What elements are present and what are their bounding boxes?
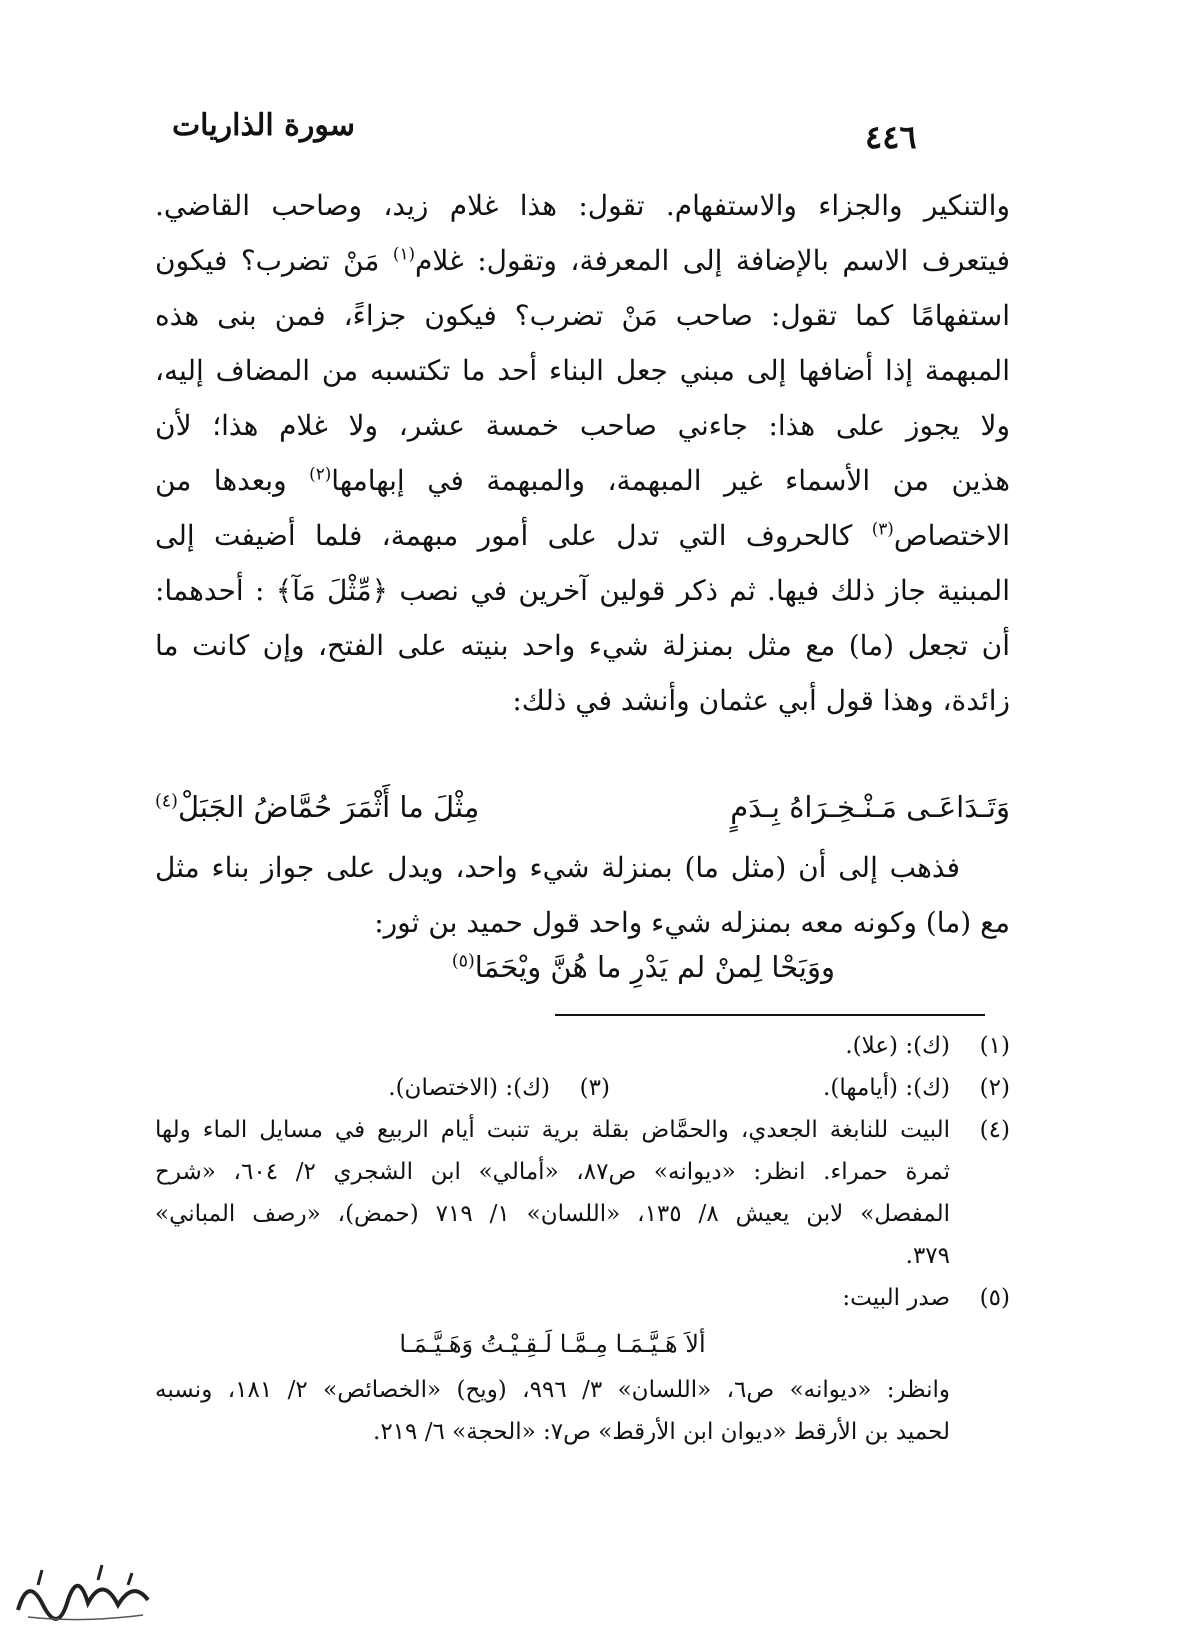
footnotes — [155, 1025, 1010, 1453]
text-line: الاختصاص$^{(٣)}$ كالحروف التي تدل على أمور مبهمة، فلما أضيفت إلى — [155, 518, 1010, 552]
watermark-logo — [8, 1555, 158, 1625]
text-line: فذهب إلى أن (مثل ما) بمنزلة شيء واحد، ويدل على جواز بناء مثل — [155, 851, 960, 884]
watermark-logo-icon — [8, 1555, 158, 1625]
page-number: ٤٤٦ — [865, 118, 917, 156]
surah-title: سورة الذاريات — [171, 108, 355, 143]
footnote-1: (١) (ك): (علا). — [845, 1033, 1010, 1059]
verse-hemistich-first: وَتَـدَاعَـى مَـنْـخِـرَاهُ بِـدَمٍ — [730, 790, 1010, 824]
footnote-ref: (١) — [392, 243, 416, 264]
text-line: ولا يجوز على هذا: جاءني صاحب خمسة عشر، ولا غلام هذا؛ لأن — [155, 409, 1010, 442]
text-line: فيتعرف الاسم بالإضافة إلى المعرفة، وتقول: غلام$^{(١)}$ مَنْ تضرب؟ فيكون — [155, 243, 1010, 277]
footnote-ref: (٢) — [309, 463, 332, 484]
text-line: والتنكير والجزاء والاستفهام. تقول: هذا غلام زيد، وصاحب القاضي. — [155, 189, 1010, 222]
text-line: المبنية جاز ذلك فيها. ثم ذكر قولين آخرين في نصب ﴿مِّثْلَ مَآ﴾ : أحدهما: — [155, 574, 1010, 607]
footnote-4: (٤) البيت للنابغة الجعدي، والحمَّاض بقلة برية تنبت أيام الربيع في مسايل الماء ولها ثمرة حمراء. انظر: «ديوانه» ص٨٧، «أمالي» ابن الشجري ٢/ ٦٠٤، «شرح المفصل» لابن يعيش ٨/ ١٣٥، «اللسان» ١/ ٧١٩ (حمض)، «رصف المباني» ٣٧٩. — [155, 1117, 1010, 1269]
text-line: زائدة، وهذا قول أبي عثمان وأنشد في ذلك: — [512, 684, 1010, 717]
footnote-5: (٥) صدر البيت: ألاَ هَـيَّـمَـا مِـمَّـا لَـقِـيْـتُ وَهَـيَّـمَـا وانظر: «ديوانه» ص٦، «اللسان» ٣/ ٩٩٦، (ويح) «الخصائص» ٢/ ١٨١، ونسبه لحميد بن الأرقط «ديوان ابن الأرقط» ص٧: «الحجة» ٦/ ٢١٩. — [155, 1285, 1010, 1445]
footnote-ref: (٥) — [451, 951, 475, 972]
text-line: المبهمة إذا أضافها إلى مبني جعل البناء أحد ما تكتسبه من المضاف إليه، — [155, 354, 1010, 387]
footnote-ref: (٣) — [871, 518, 894, 539]
footnote-divider — [555, 1014, 985, 1016]
footnote-2-3: (٢) (ك): (أيامها). (٣) (ك): (الاختصان). — [388, 1075, 1010, 1101]
second-paragraph — [155, 840, 1010, 950]
text-line: مع (ما) وكونه معه بمنزله شيء واحد قول حميد بن ثور: — [374, 906, 1010, 939]
footnote-ref: (٤) — [155, 791, 178, 812]
poetry-half-verse: ووَيَحْا لِمنْ لم يَدْرِ ما هُنَّ ويْحَمَا$^{(٥)}$ — [451, 950, 835, 984]
verse-hemistich-second: مِثْلَ ما أَثْمَرَ حُمَّاضُ الجَبَلْ$^{(٤)}$ — [155, 790, 480, 824]
main-text — [155, 178, 1010, 728]
text-line: أن تجعل (ما) مع مثل بمنزلة شيء واحد بنيته على الفتح، وإن كانت ما — [155, 629, 1010, 662]
poetry-verse — [155, 790, 1010, 824]
text-line: هذين من الأسماء غير المبهمة، والمبهمة في إبهامها$^{(٢)}$ وبعدها من — [155, 463, 1010, 497]
text-line: استفهامًا كما تقول: صاحب مَنْ تضرب؟ فيكون جزاءً، فمن بنى هذه — [155, 299, 1010, 332]
